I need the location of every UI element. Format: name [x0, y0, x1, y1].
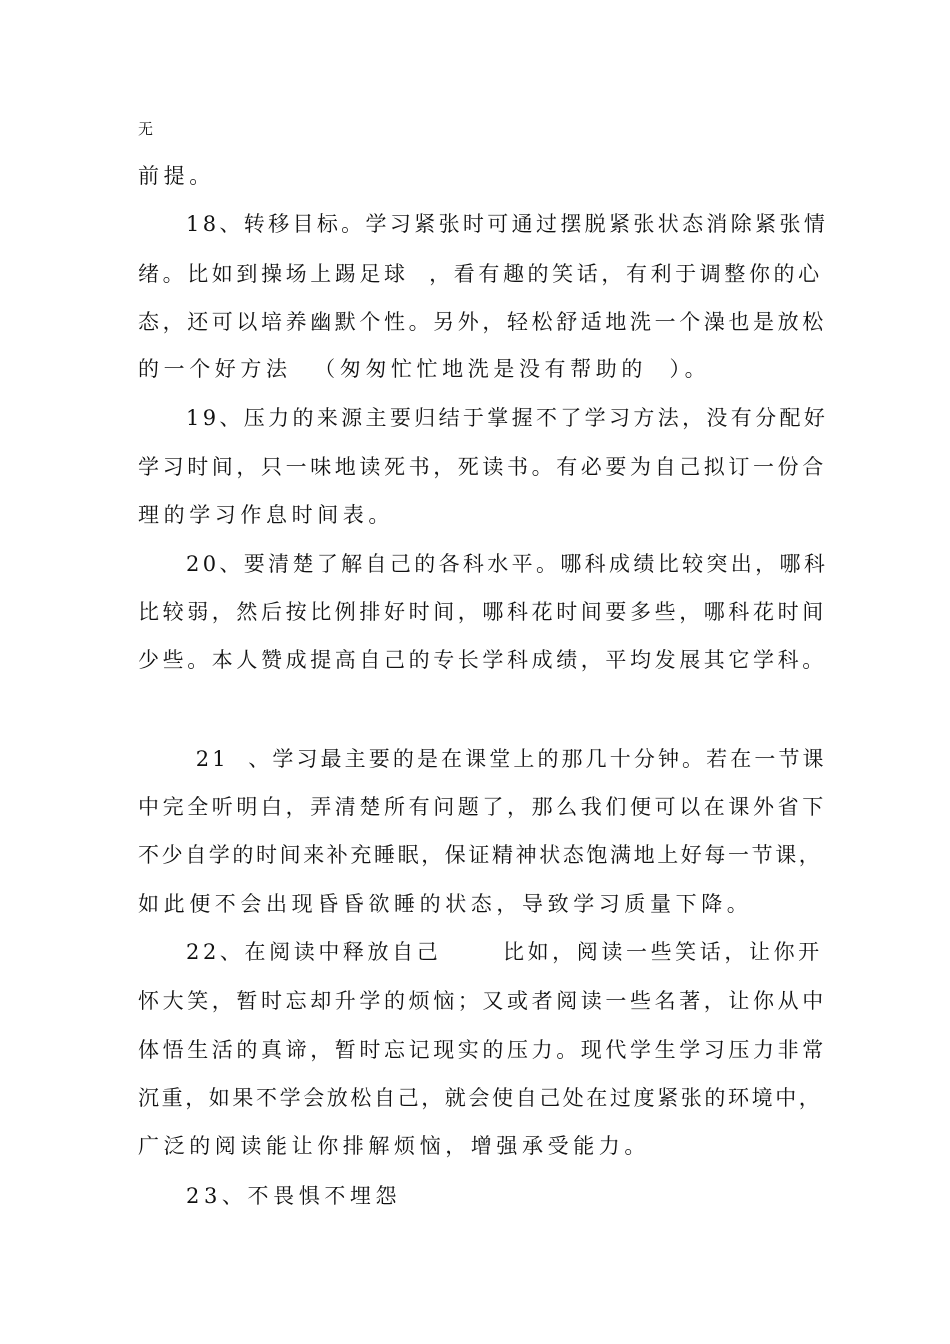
paragraph-22-line-1: 22、在阅读中释放自己 比如，阅读一些笑话，让你开 — [186, 940, 823, 964]
paragraph-22-line-4: 沉重，如果不学会放松自己，就会使自己处在过度紧张的环境中， — [138, 1086, 823, 1110]
paragraph-18-line-4: 的一个好方法 （匆匆忙忙地洗是没有帮助的 ）。 — [138, 357, 711, 381]
paragraph-18-line-2: 绪。比如到操场上踢足球 ，看有趣的笑话，有利于调整你的心 — [138, 262, 823, 286]
paragraph-20-line-1: 20、要清楚了解自己的各科水平。哪科成绩比较突出，哪科 — [186, 552, 829, 576]
paragraph-21-line-2: 中完全听明白，弄清楚所有问题了，那么我们便可以在课外省下 — [138, 795, 827, 819]
paragraph-22-line-3: 体悟生活的真谛，暂时忘记现实的压力。现代学生学习压力非常 — [138, 1038, 827, 1062]
paragraph-23-heading: 23、不畏惧不埋怨 — [186, 1184, 402, 1208]
paragraph-19-line-3: 理的学习作息时间表。 — [138, 503, 394, 527]
paragraph-19-line-2: 学习时间，只一味地读死书，死读书。有必要为自己拟订一份合 — [138, 455, 827, 479]
top-fragment: 无 — [138, 120, 154, 138]
paragraph-22-line-5: 广泛的阅读能让你排解烦恼，增强承受能力。 — [138, 1134, 650, 1158]
paragraph-21-line-4: 如此便不会出现昏昏欲睡的状态，导致学习质量下降。 — [138, 892, 753, 916]
text-line: 前提。 — [138, 164, 215, 188]
paragraph-19-line-1: 19、压力的来源主要归结于掌握不了学习方法，没有分配好 — [186, 406, 829, 430]
paragraph-18-line-3: 态，还可以培养幽默个性。另外，轻松舒适地洗一个澡也是放松 — [138, 310, 827, 334]
paragraph-20-line-2: 比较弱，然后按比例排好时间，哪科花时间要多些，哪科花时间 — [138, 600, 827, 624]
paragraph-21-line-1: 21 、学习最主要的是在课堂上的那几十分钟。若在一节课 — [186, 747, 827, 771]
paragraph-22-line-2: 怀大笑，暂时忘却升学的烦恼；又或者阅读一些名著，让你从中 — [138, 989, 827, 1013]
paragraph-18-line-1: 18、转移目标。学习紧张时可通过摆脱紧张状态消除紧张情 — [186, 212, 829, 236]
paragraph-21-line-3: 不少自学的时间来补充睡眠，保证精神状态饱满地上好每一节课， — [138, 843, 823, 867]
paragraph-20-line-3: 少些。本人赞成提高自己的专长学科成绩，平均发展其它学科。 — [138, 648, 827, 672]
